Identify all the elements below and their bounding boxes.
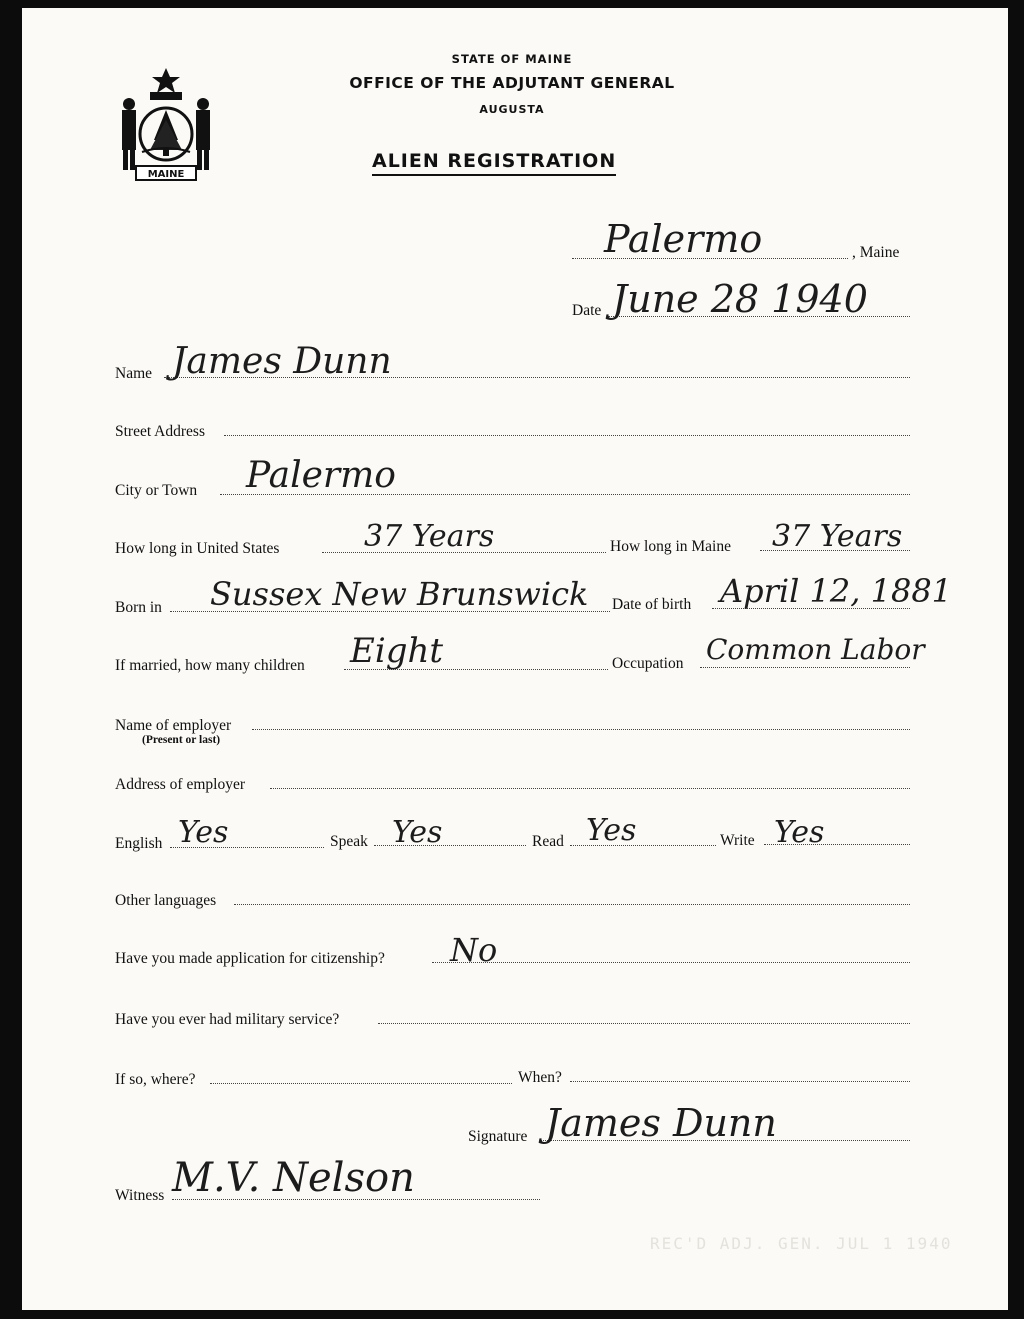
other-languages-label: Other languages bbox=[115, 892, 217, 909]
form-title: ALIEN REGISTRATION bbox=[372, 150, 616, 176]
citizenship-value: No bbox=[450, 931, 498, 969]
military-label: Have you ever had military service? bbox=[115, 1011, 340, 1028]
speak-label: Speak bbox=[330, 833, 368, 850]
children-label: If married, how many children bbox=[115, 657, 305, 674]
how-long-maine-label: How long in Maine bbox=[610, 538, 731, 555]
header-office: OFFICE OF THE ADJUTANT GENERAL bbox=[349, 74, 675, 92]
occupation-line bbox=[700, 667, 910, 668]
header-city: AUGUSTA bbox=[479, 103, 545, 116]
when-line bbox=[570, 1081, 910, 1082]
military-line bbox=[378, 1023, 910, 1024]
english-value: Yes bbox=[178, 815, 229, 850]
how-long-maine-value: 37 Years bbox=[772, 519, 903, 554]
born-in-value: Sussex New Brunswick bbox=[210, 575, 589, 613]
employer-address-line bbox=[270, 788, 910, 789]
how-long-us-label: How long in United States bbox=[115, 540, 280, 557]
speak-value: Yes bbox=[392, 815, 443, 850]
citizenship-line bbox=[432, 962, 910, 963]
occupation-label: Occupation bbox=[612, 655, 684, 672]
born-in-label: Born in bbox=[115, 599, 162, 616]
other-languages-line bbox=[234, 904, 910, 905]
read-value: Yes bbox=[586, 813, 637, 848]
place-value: Palermo bbox=[604, 217, 763, 261]
write-value: Yes bbox=[774, 815, 825, 850]
where-label: If so, where? bbox=[115, 1071, 196, 1088]
date-value: June 28 1940 bbox=[612, 277, 868, 321]
name-value: James Dunn bbox=[172, 341, 392, 382]
write-label: Write bbox=[720, 832, 755, 849]
english-label: English bbox=[115, 835, 163, 852]
how-long-us-value: 37 Years bbox=[364, 519, 495, 554]
street-line bbox=[224, 435, 910, 436]
maine-label: , Maine bbox=[852, 244, 900, 261]
signature-label: Signature bbox=[468, 1128, 528, 1145]
citizenship-label: Have you made application for citizenship? bbox=[115, 950, 385, 967]
date-of-birth-label: Date of birth bbox=[612, 596, 692, 613]
signature-value: James Dunn bbox=[545, 1101, 777, 1145]
name-label: Name bbox=[115, 365, 153, 382]
witness-label: Witness bbox=[115, 1187, 165, 1204]
occupation-value: Common Labor bbox=[706, 633, 925, 666]
where-line bbox=[210, 1083, 512, 1084]
employer-address-label: Address of employer bbox=[115, 776, 245, 793]
employer-label: Name of employer bbox=[115, 717, 232, 734]
header-state: STATE OF MAINE bbox=[451, 52, 573, 66]
children-value: Eight bbox=[350, 631, 444, 671]
read-label: Read bbox=[532, 833, 564, 850]
city-label: City or Town bbox=[115, 482, 198, 499]
employer-sublabel: (Present or last) bbox=[142, 734, 221, 746]
date-of-birth-value: April 12, 1881 bbox=[720, 572, 953, 610]
street-label: Street Address bbox=[115, 423, 205, 440]
city-value: Palermo bbox=[246, 455, 396, 496]
witness-value: M.V. Nelson bbox=[172, 1155, 415, 1201]
seal-text: MAINE bbox=[147, 169, 185, 180]
when-label: When? bbox=[518, 1069, 562, 1086]
received-stamp: REC'D ADJ. GEN. JUL 1 1940 bbox=[650, 1234, 953, 1253]
employer-line bbox=[252, 729, 910, 730]
date-label: Date bbox=[572, 302, 602, 319]
